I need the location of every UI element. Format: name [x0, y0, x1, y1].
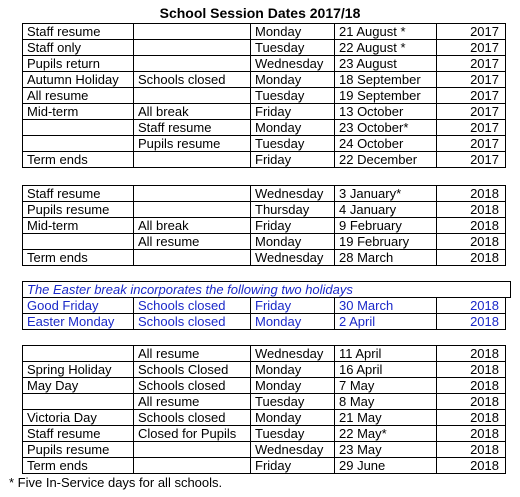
date-cell: 7 May	[335, 378, 437, 394]
weekday-cell: Tuesday	[251, 40, 335, 56]
event-cell: Term ends	[23, 152, 134, 168]
weekday-cell: Friday	[251, 458, 335, 474]
table-row	[23, 40, 506, 56]
year-cell: 2018	[437, 346, 506, 362]
detail-cell: Schools closed	[134, 314, 251, 330]
detail-cell: Schools closed	[134, 410, 251, 426]
table-row	[23, 136, 506, 152]
table-row	[23, 186, 506, 202]
date-cell: 21 May	[335, 410, 437, 426]
detail-cell: All resume	[134, 234, 251, 250]
year-cell: 2018	[437, 362, 506, 378]
year-cell: 2018	[437, 442, 506, 458]
weekday-cell: Thursday	[251, 202, 335, 218]
year-cell: 2017	[437, 152, 506, 168]
year-cell: 2018	[437, 234, 506, 250]
weekday-cell: Wednesday	[251, 186, 335, 202]
table-row	[23, 458, 506, 474]
event-cell: Staff only	[23, 40, 134, 56]
date-cell: 23 May	[335, 442, 437, 458]
weekday-cell: Friday	[251, 152, 335, 168]
weekday-cell: Tuesday	[251, 88, 335, 104]
year-cell: 2018	[437, 250, 506, 266]
table-row	[23, 88, 506, 104]
table-row	[23, 234, 506, 250]
detail-cell: Schools Closed	[134, 362, 251, 378]
event-cell: Staff resume	[23, 24, 134, 40]
event-cell	[23, 234, 134, 250]
year-cell: 2018	[437, 202, 506, 218]
date-cell: 24 October	[335, 136, 437, 152]
detail-cell	[134, 442, 251, 458]
easter-note: The Easter break incorporates the following two holidays	[22, 281, 511, 298]
year-cell: 2017	[437, 40, 506, 56]
table-row	[23, 346, 506, 362]
term-3-table	[22, 345, 506, 474]
table-row	[23, 378, 506, 394]
weekday-cell: Tuesday	[251, 426, 335, 442]
date-cell: 19 February	[335, 234, 437, 250]
table-row	[23, 202, 506, 218]
detail-cell: Schools closed	[134, 298, 251, 314]
table-row	[23, 218, 506, 234]
detail-cell: All break	[134, 218, 251, 234]
year-cell: 2017	[437, 88, 506, 104]
table-row	[23, 152, 506, 168]
date-cell: 9 February	[335, 218, 437, 234]
weekday-cell: Monday	[251, 410, 335, 426]
weekday-cell: Friday	[251, 104, 335, 120]
detail-cell: All resume	[134, 394, 251, 410]
event-cell: May Day	[23, 378, 134, 394]
event-cell: Easter Monday	[23, 314, 134, 330]
year-cell: 2018	[437, 298, 506, 314]
detail-cell: Staff resume	[134, 120, 251, 136]
table-row	[23, 394, 506, 410]
year-cell: 2017	[437, 120, 506, 136]
event-cell	[23, 394, 134, 410]
date-cell: 22 May*	[335, 426, 437, 442]
table-row	[23, 104, 506, 120]
detail-cell	[134, 24, 251, 40]
detail-cell	[134, 202, 251, 218]
table-row	[23, 410, 506, 426]
weekday-cell: Friday	[251, 218, 335, 234]
weekday-cell: Monday	[251, 24, 335, 40]
date-cell: 28 March	[335, 250, 437, 266]
year-cell: 2018	[437, 458, 506, 474]
event-cell: Mid-term	[23, 104, 134, 120]
event-cell: Term ends	[23, 458, 134, 474]
detail-cell	[134, 40, 251, 56]
weekday-cell: Wednesday	[251, 56, 335, 72]
event-cell	[23, 136, 134, 152]
event-cell: Staff resume	[23, 186, 134, 202]
date-cell: 2 April	[335, 314, 437, 330]
detail-cell	[134, 186, 251, 202]
weekday-cell: Tuesday	[251, 394, 335, 410]
weekday-cell: Wednesday	[251, 442, 335, 458]
event-cell: Pupils resume	[23, 202, 134, 218]
event-cell: Pupils return	[23, 56, 134, 72]
weekday-cell: Monday	[251, 72, 335, 88]
table-row	[23, 442, 506, 458]
detail-cell: Schools closed	[134, 378, 251, 394]
date-cell: 29 June	[335, 458, 437, 474]
table-row	[23, 314, 506, 330]
table-row	[23, 120, 506, 136]
detail-cell	[134, 458, 251, 474]
year-cell: 2018	[437, 378, 506, 394]
detail-cell	[134, 88, 251, 104]
weekday-cell: Friday	[251, 298, 335, 314]
table-row	[23, 298, 506, 314]
date-cell: 21 August *	[335, 24, 437, 40]
detail-cell: Pupils resume	[134, 136, 251, 152]
year-cell: 2017	[437, 24, 506, 40]
weekday-cell: Tuesday	[251, 136, 335, 152]
date-cell: 18 September	[335, 72, 437, 88]
table-row	[23, 362, 506, 378]
year-cell: 2018	[437, 186, 506, 202]
date-cell: 13 October	[335, 104, 437, 120]
date-cell: 22 August *	[335, 40, 437, 56]
weekday-cell: Monday	[251, 378, 335, 394]
event-cell: Spring Holiday	[23, 362, 134, 378]
table-row	[23, 24, 506, 40]
detail-cell: All resume	[134, 346, 251, 362]
detail-cell: All break	[134, 104, 251, 120]
event-cell: Pupils resume	[23, 442, 134, 458]
table-row	[23, 250, 506, 266]
footnote: * Five In-Service days for all schools.	[9, 475, 223, 490]
date-cell: 4 January	[335, 202, 437, 218]
weekday-cell: Monday	[251, 120, 335, 136]
table-row	[23, 56, 506, 72]
weekday-cell: Monday	[251, 234, 335, 250]
detail-cell	[134, 152, 251, 168]
year-cell: 2018	[437, 218, 506, 234]
event-cell: Staff resume	[23, 426, 134, 442]
term-2-table	[22, 185, 506, 266]
weekday-cell: Wednesday	[251, 250, 335, 266]
event-cell: Good Friday	[23, 298, 134, 314]
year-cell: 2017	[437, 72, 506, 88]
event-cell: All resume	[23, 88, 134, 104]
detail-cell: Closed for Pupils	[134, 426, 251, 442]
date-cell: 19 September	[335, 88, 437, 104]
table-row	[23, 72, 506, 88]
date-cell: 16 April	[335, 362, 437, 378]
page-title: School Session Dates 2017/18	[159, 5, 361, 21]
year-cell: 2017	[437, 136, 506, 152]
term-1-table	[22, 23, 506, 168]
date-cell: 23 August	[335, 56, 437, 72]
year-cell: 2018	[437, 410, 506, 426]
event-cell	[23, 346, 134, 362]
date-cell: 23 October*	[335, 120, 437, 136]
easter-holidays-table	[22, 297, 506, 330]
date-cell: 22 December	[335, 152, 437, 168]
detail-cell: Schools closed	[134, 72, 251, 88]
event-cell: Mid-term	[23, 218, 134, 234]
date-cell: 8 May	[335, 394, 437, 410]
event-cell: Victoria Day	[23, 410, 134, 426]
year-cell: 2018	[437, 426, 506, 442]
event-cell: Autumn Holiday	[23, 72, 134, 88]
year-cell: 2018	[437, 314, 506, 330]
year-cell: 2017	[437, 104, 506, 120]
date-cell: 11 April	[335, 346, 437, 362]
table-row	[23, 426, 506, 442]
weekday-cell: Monday	[251, 362, 335, 378]
year-cell: 2018	[437, 394, 506, 410]
detail-cell	[134, 56, 251, 72]
weekday-cell: Wednesday	[251, 346, 335, 362]
event-cell: Term ends	[23, 250, 134, 266]
date-cell: 30 March	[335, 298, 437, 314]
year-cell: 2017	[437, 56, 506, 72]
weekday-cell: Monday	[251, 314, 335, 330]
event-cell	[23, 120, 134, 136]
detail-cell	[134, 250, 251, 266]
date-cell: 3 January*	[335, 186, 437, 202]
